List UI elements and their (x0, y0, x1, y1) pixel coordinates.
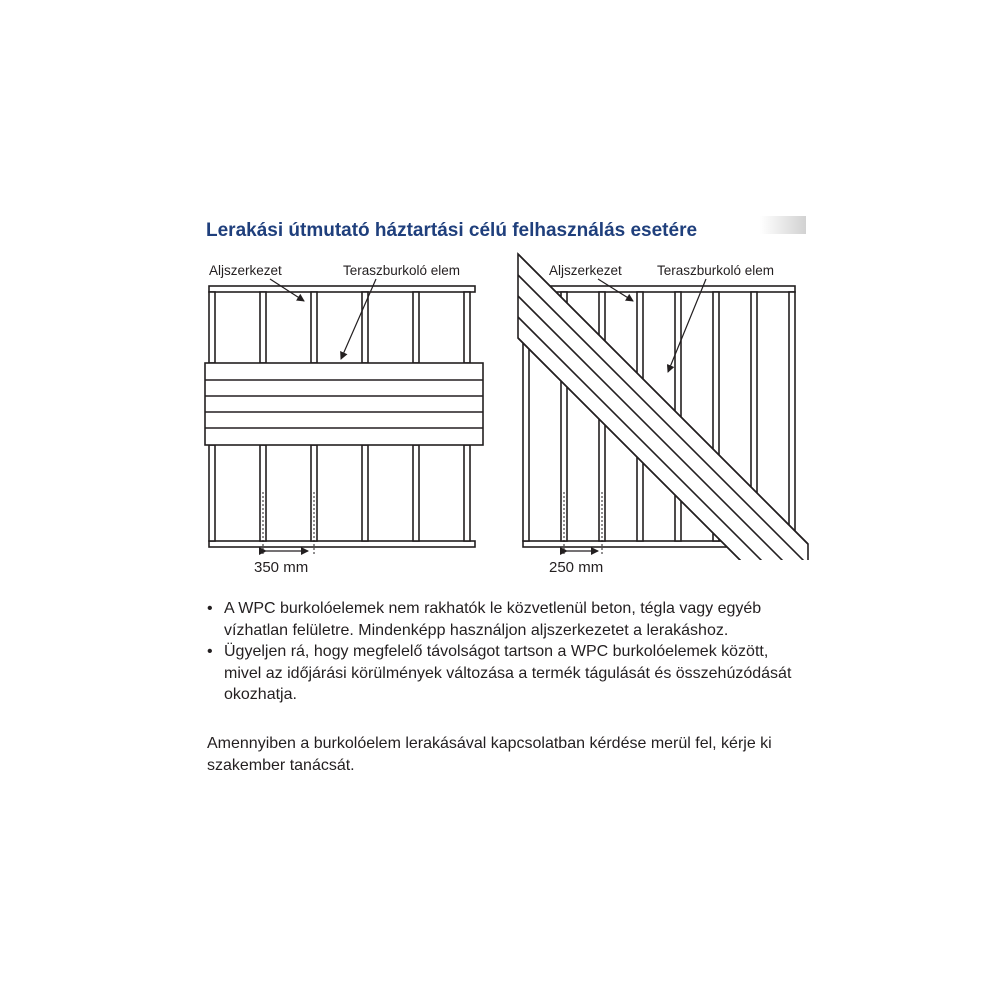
left-deck-boards (205, 363, 483, 445)
right-spacing-label: 250 mm (549, 559, 604, 576)
right-substructure-label: Aljszerkezet (549, 263, 622, 278)
instruction-item: • Ügyeljen rá, hogy megfelelő távolságot tartson a WPC burkolóelemek között, mivel az időjárási körülmények változása a termék tágulását és összehúzódását okozhatja. (207, 641, 807, 706)
page-title: Lerakási útmutató háztartási célú felhasználás esetére (206, 220, 698, 241)
right-deck-board-label: Teraszburkoló elem (657, 263, 775, 278)
instruction-item: • A WPC burkolóelemek nem rakhatók le közvetlenül beton, tégla vagy egyéb vízhatlan felületre. Mindenképp használjon aljszerkezetet a lerakáshoz. (207, 598, 807, 641)
left-deck-board-label: Teraszburkoló elem (343, 263, 461, 278)
left-diagram (205, 279, 483, 556)
right-deck-leader (668, 279, 706, 372)
left-substructure-label: Aljszerkezet (209, 263, 282, 278)
advice-note: Amennyiben a burkolóelem lerakásával kapcsolatban kérdése merül fel, kérje ki szakember tanácsát. (207, 735, 772, 774)
left-spacing-label: 350 mm (254, 559, 309, 576)
instruction-list (207, 598, 807, 706)
